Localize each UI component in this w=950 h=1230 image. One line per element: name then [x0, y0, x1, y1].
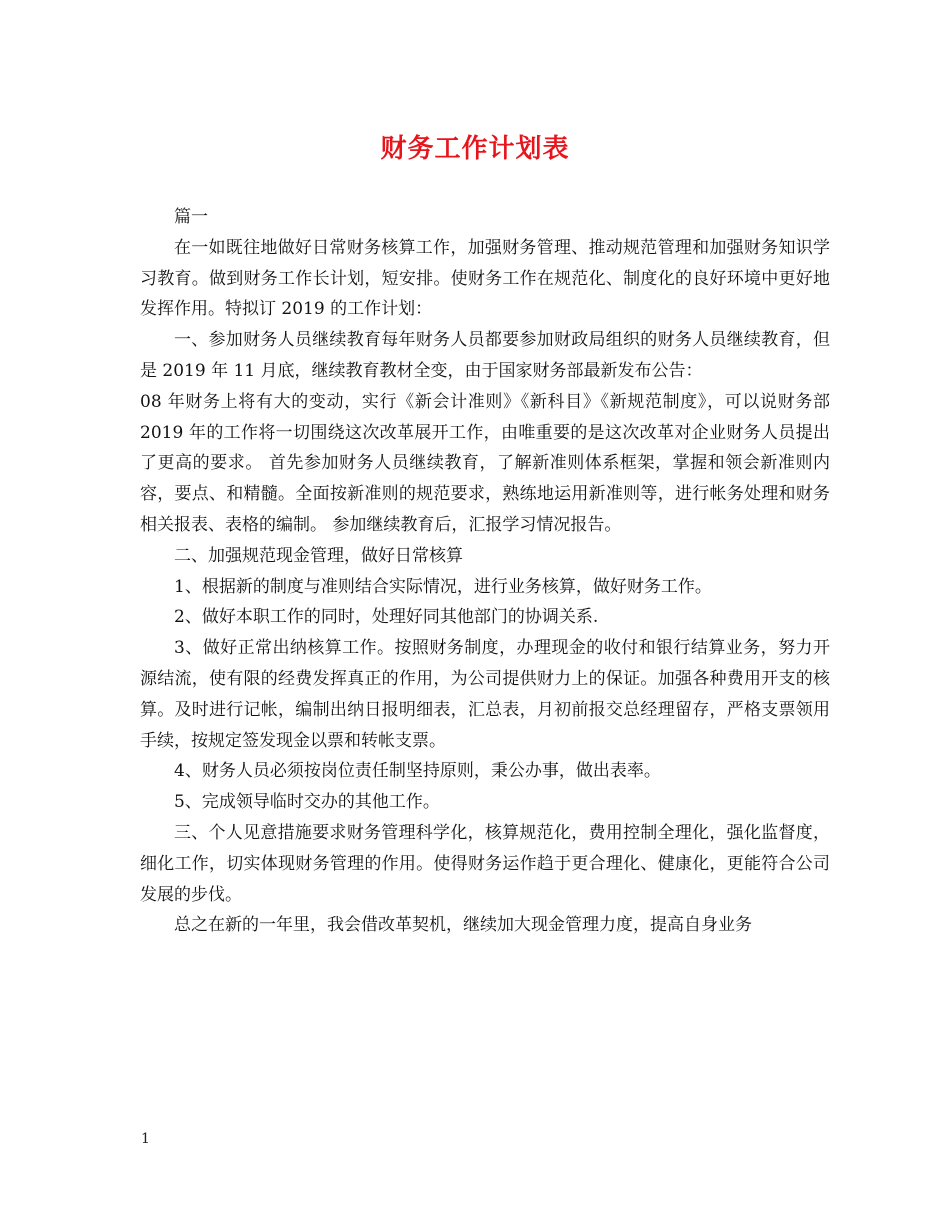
paragraph-sub-2: 2、做好本职工作的同时，处理好同其他部门的协调关系.	[174, 607, 599, 628]
paragraph-sub-4: 4、财务人员必须按岗位责任制坚持原则，秉公办事，做出表率。	[174, 761, 661, 782]
paragraph-heading-2: 二、加强规范现金管理，做好日常核算	[174, 545, 463, 566]
paragraph-conclusion: 总之在新的一年里，我会借改革契机，继续加大现金管理力度，提高自身业务	[174, 915, 752, 936]
paragraph-sub-3: 3、做好正常出纳核算工作。按照财务制度，办理现金的收付和银行结算业务，努力开源结流，使有限的经费发挥真正的作用，为公司提供财力上的保证。加强各种费用开支的核算。及时进行记帐，编制出纳日报明细表，汇总表，月初前报交总经理留存，严格支票领用手续，按规定签发现金以票和转帐支票。	[140, 638, 830, 751]
document-title: 财务工作计划表	[380, 134, 570, 164]
paragraph-item-3: 三、个人见意措施要求财务管理科学化，核算规范化，费用控制全理化，强化监督度，细化工作，切实体现财务管理的作用。使得财务运作趋于更合理化、健康化，更能符合公司发展的步伐。	[140, 822, 830, 905]
page-number: 1	[141, 1131, 150, 1147]
paragraph-item-1-cont: 08 年财务上将有大的变动，实行《新会计准则》《新科目》《新规范制度》，可以说财务部 2019 年的工作将一切围绕这次改革展开工作，由唯重要的是这次改革对企业财务人员提出了更高的要求。 首先参加财务人员继续教育，了解新准则体系框架，掌握和领会新准则内容，要点、和精髓。全面按新准则的规范要求，熟练地运用新准则等，进行帐务处理和财务相关报表、表格的编制。 参加继续教育后，汇报学习情况报告。	[140, 391, 830, 535]
paragraph-intro: 在一如既往地做好日常财务核算工作，加强财务管理、推动规范管理和加强财务知识学习教育。做到财务工作长计划，短安排。使财务工作在规范化、制度化的良好环境中更好地发挥作用。特拟订 2019 的工作计划：	[140, 237, 830, 320]
document-body	[140, 202, 830, 941]
paragraph-sub-5: 5、完成领导临时交办的其他工作。	[174, 792, 440, 813]
paragraph-item-1: 一、参加财务人员继续教育每年财务人员都要参加财政局组织的财务人员继续教育，但是 2019 年 11 月底，继续教育教材全变，由于国家财务部最新发布公告：	[140, 330, 830, 381]
paragraph-sub-1: 1、根据新的制度与准则结合实际情况，进行业务核算，做好财务工作。	[174, 576, 712, 597]
section-label: 篇一	[174, 207, 208, 227]
